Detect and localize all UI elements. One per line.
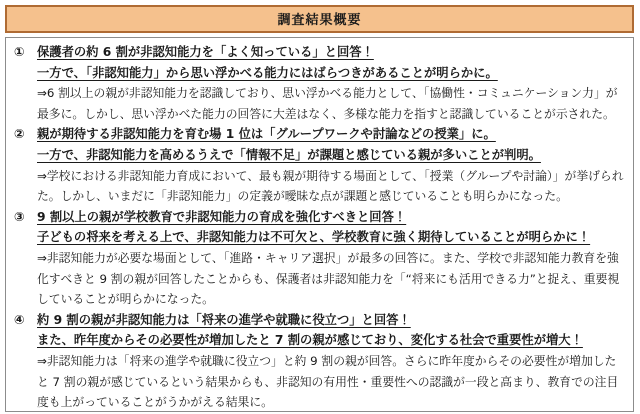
item-number: ③ — [14, 208, 25, 224]
document-title: 調査結果概要 — [277, 13, 362, 28]
summary-item-2 — [13, 124, 625, 206]
item-number: ④ — [14, 311, 25, 327]
summary-item-3 — [13, 207, 625, 310]
item-headline: 約 9 割の親が非認知能力は「将来の進学や就職に役立つ」と回答！ — [37, 312, 411, 327]
item-subheadline: 一方で、「非認知能力」から思い浮かべる能力にはばらつきがあることが明らかに。 — [37, 65, 498, 80]
item-headline: 親が期待する非認知能力を育む場 1 位は「グループワークや討論などの授業」に。 — [37, 127, 496, 142]
item-detail: ⇒非認知能力が必要な場面として、「進路・キャリア選択」が最多の回答に。また、学校で非認知能力教育を強化すべきと 9 割の親が回答したことからも、保護者は非認知能力を「“将来にも活用できる力”と捉え、重要視していることが明らかになった。 — [37, 250, 620, 307]
item-subheadline: また、昨年度からその必要性が増加したと 7 割の親が感じており、変化する社会で重要性が増大！ — [37, 333, 583, 348]
item-number: ① — [14, 44, 25, 59]
item-detail: ⇒6 割以上の親が非認知能力を認識しており、思い浮かべる能力として、「協働性・コミュニケーション力」が最多に。しかし、思い浮かべた能力の回答に大差はなく、多様な能力を指すと認識していることが示された。 — [37, 86, 618, 121]
summary-panel — [5, 37, 634, 412]
item-headline: 保護者の約 6 割が非認知能力を「よく知っている」と回答！ — [37, 45, 374, 59]
item-subheadline: 子どもの将来を考える上で、非認知能力は不可欠と、学校教育に強く期待していることが明らかに！ — [37, 230, 591, 245]
item-detail: ⇒非認知能力は「将来の進学や就職に役立つ」と約 9 割の親が回答。さらに昨年度からその必要性が増加したと 7 割の親が感じているという結果からも、非認知の有用性・重要性への認識が一段と高まり、教育での注目度も上がっていることがうかがえる結果に。 — [37, 353, 619, 410]
item-subheadline: 一方で、非認知能力を高めるうえで「情報不足」が課題と感じている親が多いことが判明。 — [37, 147, 541, 162]
document-title-bar — [5, 5, 634, 33]
item-detail: ⇒学校における非認知能力育成において、最も親が期待する場面として、「授業（グループや討論）」が挙げられた。しかし、いまだに「非認知能力」の定義が曖昧な点が課題と感じていることも明らかになった。 — [37, 168, 624, 204]
summary-item-1 — [13, 42, 625, 124]
item-number: ② — [14, 126, 25, 142]
item-headline: 9 割以上の親が学校教育で非認知能力の育成を強化すべきと回答！ — [37, 209, 407, 224]
summary-item-4 — [13, 310, 625, 412]
